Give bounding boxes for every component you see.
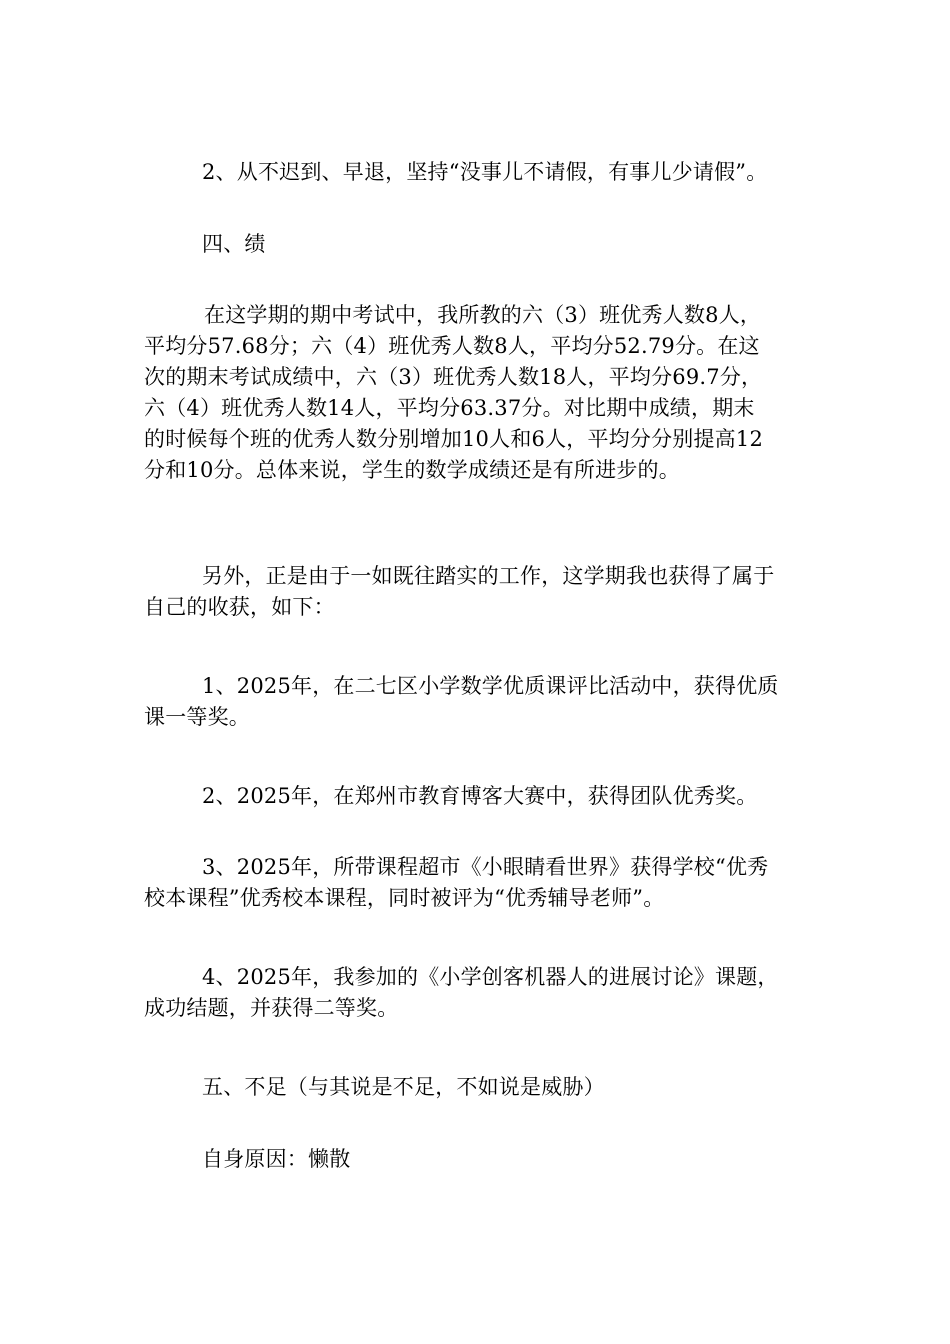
list-item-award-2	[144, 781, 806, 812]
text-line: 五、不足（与其说是不足，不如说是威胁）	[202, 1075, 605, 1099]
text-line: 2、2025年，在郑州市教育博客大赛中，获得团队优秀奖。	[202, 784, 758, 808]
text-line: 次的期末考试成绩中，六（3）班优秀人数18人，平均分69.7分，	[144, 365, 763, 389]
list-item-award-4	[144, 962, 806, 1024]
text-line: 四、绩	[202, 232, 266, 256]
text-line: 自己的收获，如下：	[144, 595, 335, 619]
text-line: 成功结题，并获得二等奖。	[144, 996, 399, 1020]
text-line: 的时候每个班的优秀人数分别增加10人和6人，平均分分别提高12	[144, 427, 764, 451]
paragraph-achievements-intro	[144, 561, 806, 623]
list-item-award-1	[144, 671, 806, 733]
text-line: 六（4）班优秀人数14人，平均分63.37分。对比期中成绩，期末	[144, 396, 755, 420]
paragraph-exam-results	[144, 300, 806, 486]
text-line: 另外，正是由于一如既往踏实的工作，这学期我也获得了属于	[202, 564, 775, 588]
section-heading-shortcomings	[144, 1072, 806, 1103]
section-heading-performance	[144, 229, 806, 260]
text-line: 在这学期的期中考试中，我所教的六（3）班优秀人数8人，	[204, 303, 762, 327]
list-item-award-3	[144, 852, 806, 914]
text-line: 平均分57.68分；六（4）班优秀人数8人，平均分52.79分。在这	[144, 334, 760, 358]
text-line: 自身原因：懒散	[202, 1147, 351, 1171]
text-line: 1、2025年，在二七区小学数学优质课评比活动中，获得优质	[202, 674, 779, 698]
paragraph-attendance	[144, 157, 806, 188]
text-line: 分和10分。总体来说，学生的数学成绩还是有所进步的。	[144, 458, 680, 482]
text-line: 3、2025年，所带课程超市《小眼睛看世界》获得学校“优秀	[202, 855, 769, 879]
text-line: 校本课程”优秀校本课程，同时被评为“优秀辅导老师”。	[144, 886, 665, 910]
text-line: 课一等奖。	[144, 705, 250, 729]
paragraph-self-cause	[144, 1144, 806, 1175]
text-line: 2、从不迟到、早退，坚持“没事儿不请假，有事儿少请假”。	[202, 160, 768, 184]
text-line: 4、2025年，我参加的《小学创客机器人的进展讨论》课题，	[202, 965, 779, 989]
